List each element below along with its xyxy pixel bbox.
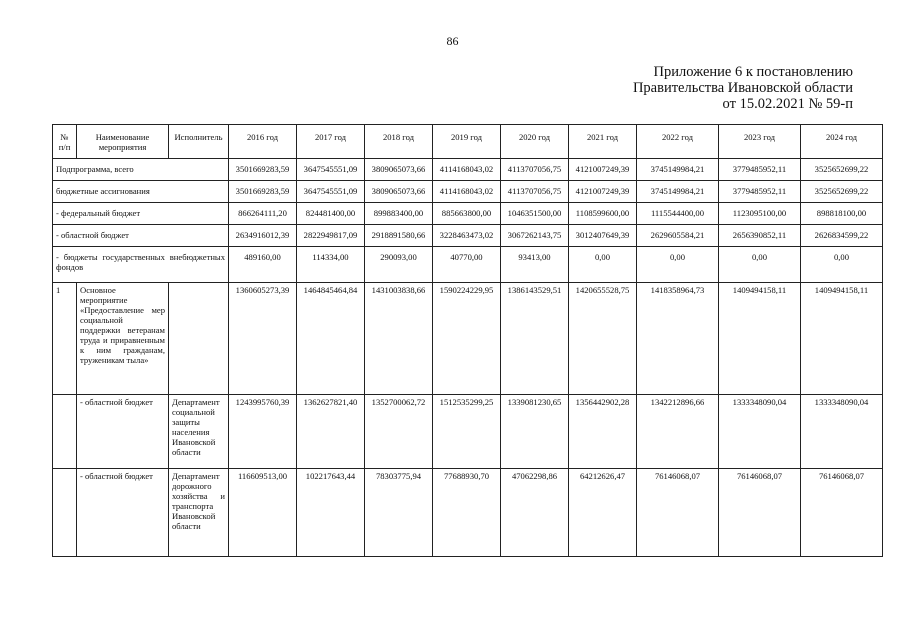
cell-value: 40770,00 — [433, 247, 501, 283]
cell-value: 4121007249,39 — [569, 159, 637, 181]
cell-value: 1046351500,00 — [501, 203, 569, 225]
cell-value: 1420655528,75 — [569, 283, 637, 395]
cell-value: 2626834599,22 — [801, 225, 883, 247]
header-name: Наименование мероприятия — [77, 125, 169, 159]
cell-value: 1333348090,04 — [801, 395, 883, 469]
cell-value: 4114168043,02 — [433, 181, 501, 203]
cell-value: 4121007249,39 — [569, 181, 637, 203]
cell-value: 76146068,07 — [719, 469, 801, 557]
cell-value: 489160,00 — [229, 247, 297, 283]
cell-value: 1360605273,39 — [229, 283, 297, 395]
cell-value: 898818100,00 — [801, 203, 883, 225]
cell-value: 1418358964,73 — [637, 283, 719, 395]
cell-value: 2634916012,39 — [229, 225, 297, 247]
cell-value: 0,00 — [569, 247, 637, 283]
header-num: № п/п — [53, 125, 77, 159]
row-label: - областной бюджет — [77, 395, 169, 469]
cell-value: 290093,00 — [365, 247, 433, 283]
cell-value: 1243995760,39 — [229, 395, 297, 469]
cell-value: 3525652699,22 — [801, 159, 883, 181]
cell-value: 102217643,44 — [297, 469, 365, 557]
row-label: бюджетные ассигнования — [53, 181, 229, 203]
cell-value: 3779485952,11 — [719, 181, 801, 203]
table-row — [53, 159, 883, 181]
row-number-empty — [53, 469, 77, 557]
cell-value: 3745149984,21 — [637, 159, 719, 181]
cell-value: 0,00 — [637, 247, 719, 283]
header-year: 2021 год — [569, 125, 637, 159]
cell-value: 47062298,86 — [501, 469, 569, 557]
cell-value: 3647545551,09 — [297, 159, 365, 181]
cell-value: 1464845464,84 — [297, 283, 365, 395]
row-label: Подпрограмма, всего — [53, 159, 229, 181]
cell-value: 2822949817,09 — [297, 225, 365, 247]
cell-value: 116609513,00 — [229, 469, 297, 557]
header-year: 2022 год — [637, 125, 719, 159]
cell-value: 1362627821,40 — [297, 395, 365, 469]
cell-value: 3501669283,59 — [229, 159, 297, 181]
row-label: - бюджеты государственных внебюджетных фондов — [53, 247, 229, 283]
header-year: 2020 год — [501, 125, 569, 159]
table-row — [53, 203, 883, 225]
cell-value: 1352700062,72 — [365, 395, 433, 469]
row-executor — [169, 283, 229, 395]
cell-value: 3745149984,21 — [637, 181, 719, 203]
appendix-heading — [633, 64, 853, 112]
cell-value: 1431003838,66 — [365, 283, 433, 395]
cell-value: 1409494158,11 — [801, 283, 883, 395]
header-row — [53, 125, 883, 159]
cell-value: 1356442902,28 — [569, 395, 637, 469]
header-year: 2024 год — [801, 125, 883, 159]
cell-value: 1339081230,65 — [501, 395, 569, 469]
cell-value: 76146068,07 — [801, 469, 883, 557]
row-number: 1 — [53, 283, 77, 395]
table-row — [53, 247, 883, 283]
cell-value: 3012407649,39 — [569, 225, 637, 247]
cell-value: 3779485952,11 — [719, 159, 801, 181]
row-executor: Департамент дорожного хозяйства и транспорта Ивановской области — [169, 469, 229, 557]
cell-value: 0,00 — [719, 247, 801, 283]
cell-value: 1590224229,95 — [433, 283, 501, 395]
row-label: - областной бюджет — [53, 225, 229, 247]
table-row — [53, 225, 883, 247]
cell-value: 1409494158,11 — [719, 283, 801, 395]
cell-value: 3228463473,02 — [433, 225, 501, 247]
funding-table — [52, 124, 883, 557]
table-row — [53, 469, 883, 557]
cell-value: 866264111,20 — [229, 203, 297, 225]
heading-line-3: от 15.02.2021 № 59-п — [722, 96, 853, 112]
cell-value: 3809065073,66 — [365, 159, 433, 181]
cell-value: 3501669283,59 — [229, 181, 297, 203]
cell-value: 1333348090,04 — [719, 395, 801, 469]
header-year: 2017 год — [297, 125, 365, 159]
heading-line-1: Приложение 6 к постановлению — [653, 64, 853, 80]
table-row — [53, 181, 883, 203]
cell-value: 824481400,00 — [297, 203, 365, 225]
header-year: 2023 год — [719, 125, 801, 159]
header-executor: Исполнитель — [169, 125, 229, 159]
table-row — [53, 395, 883, 469]
cell-value: 3809065073,66 — [365, 181, 433, 203]
cell-value: 1123095100,00 — [719, 203, 801, 225]
cell-value: 1108599600,00 — [569, 203, 637, 225]
cell-value: 1512535299,25 — [433, 395, 501, 469]
cell-value: 76146068,07 — [637, 469, 719, 557]
cell-value: 78303775,94 — [365, 469, 433, 557]
cell-value: 77688930,70 — [433, 469, 501, 557]
table-row — [53, 283, 883, 395]
cell-value: 899883400,00 — [365, 203, 433, 225]
row-executor: Департамент социальной защиты населения Ивановской области — [169, 395, 229, 469]
cell-value: 2656390852,11 — [719, 225, 801, 247]
cell-value: 1386143529,51 — [501, 283, 569, 395]
cell-value: 3067262143,75 — [501, 225, 569, 247]
cell-value: 3647545551,09 — [297, 181, 365, 203]
cell-value: 2918891580,66 — [365, 225, 433, 247]
cell-value: 2629605584,21 — [637, 225, 719, 247]
cell-value: 885663800,00 — [433, 203, 501, 225]
header-year: 2019 год — [433, 125, 501, 159]
cell-value: 0,00 — [801, 247, 883, 283]
page-number: 86 — [446, 34, 459, 48]
cell-value: 4114168043,02 — [433, 159, 501, 181]
cell-value: 4113707056,75 — [501, 181, 569, 203]
cell-value: 93413,00 — [501, 247, 569, 283]
heading-line-2: Правительства Ивановской области — [632, 80, 853, 96]
cell-value: 114334,00 — [297, 247, 365, 283]
row-label: - областной бюджет — [77, 469, 169, 557]
header-year: 2016 год — [229, 125, 297, 159]
cell-value: 1342212896,66 — [637, 395, 719, 469]
cell-value: 4113707056,75 — [501, 159, 569, 181]
cell-value: 64212626,47 — [569, 469, 637, 557]
row-label: - федеральный бюджет — [53, 203, 229, 225]
cell-value: 1115544400,00 — [637, 203, 719, 225]
header-year: 2018 год — [365, 125, 433, 159]
activity-name: Основное мероприятие «Предоставление мер социальной поддержки ветеранам труда и приравненным к ним гражданам, труженикам тыла» — [77, 283, 169, 395]
cell-value: 3525652699,22 — [801, 181, 883, 203]
row-number-empty — [53, 395, 77, 469]
